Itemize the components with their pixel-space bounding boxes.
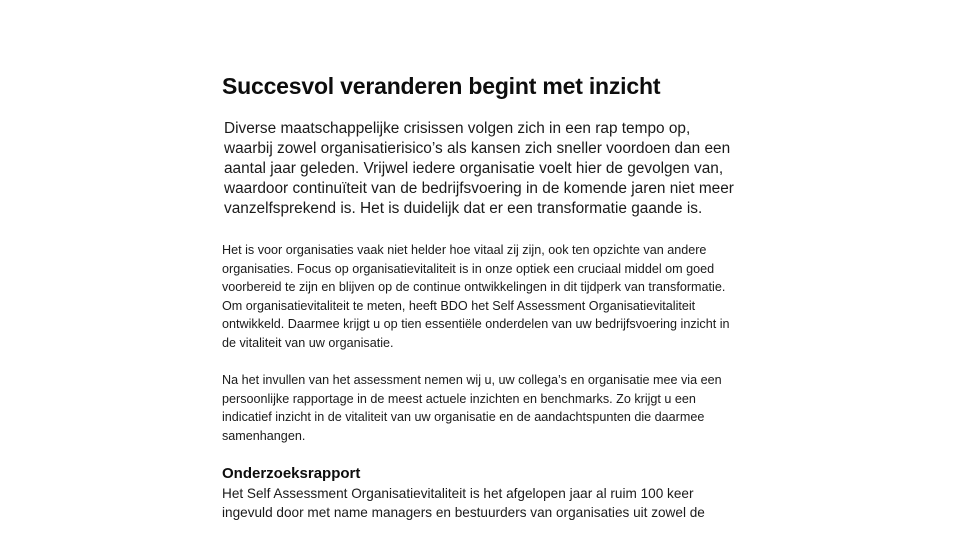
body-paragraph-2: Na het invullen van het assessment nemen wij u, uw collega’s en organisatie mee via een persoonlijke rapportage in de meest actuele inzichten en benchmarks. Zo krijgt u een indicatief inzicht in de vitaliteit van uw organisatie en de aandachtspunten die daarmee samenhangen. [222, 373, 722, 443]
lead-paragraph: Diverse maatschappelijke crisissen volgen zich in een rap tempo op, waarbij zowel organisatierisico’s als kansen zich sneller voordoen dan een aantal jaar geleden. Vrijwel iedere organisatie voelt hier de gevolgen van, waardoor continuïteit van de bedrijfsvoering in de komende jaren niet meer vanzelfsprekend is. Het is duidelijk dat er een transformatie gaande is. [224, 120, 734, 217]
section-paragraph: Het Self Assessment Organisatievitaliteit is het afgelopen jaar al ruim 100 keer ingevuld door met name managers en bestuurders van organisaties uit zowel de [222, 486, 705, 520]
document-content [222, 70, 738, 522]
body-paragraph-1: Het is voor organisaties vaak niet helder hoe vitaal zij zijn, ook ten opzichte van andere organisaties. Focus op organisatievitaliteit is in onze optiek een cruciaal middel om goed voorbereid te zijn en blijven op de continue ontwikkelingen in dit tijdperk van transformatie. Om organisatievitaliteit te meten, heeft BDO het Self Assessment Organisatievitaliteit ontwikkeld. Daarmee krijgt u op tien essentiële onderdelen van uw bedrijfsvoering inzicht in de vitaliteit van uw organisatie. [222, 243, 730, 350]
section-heading: Onderzoeksrapport [222, 465, 361, 482]
page-title: Succesvol veranderen begint met inzicht [222, 73, 661, 99]
